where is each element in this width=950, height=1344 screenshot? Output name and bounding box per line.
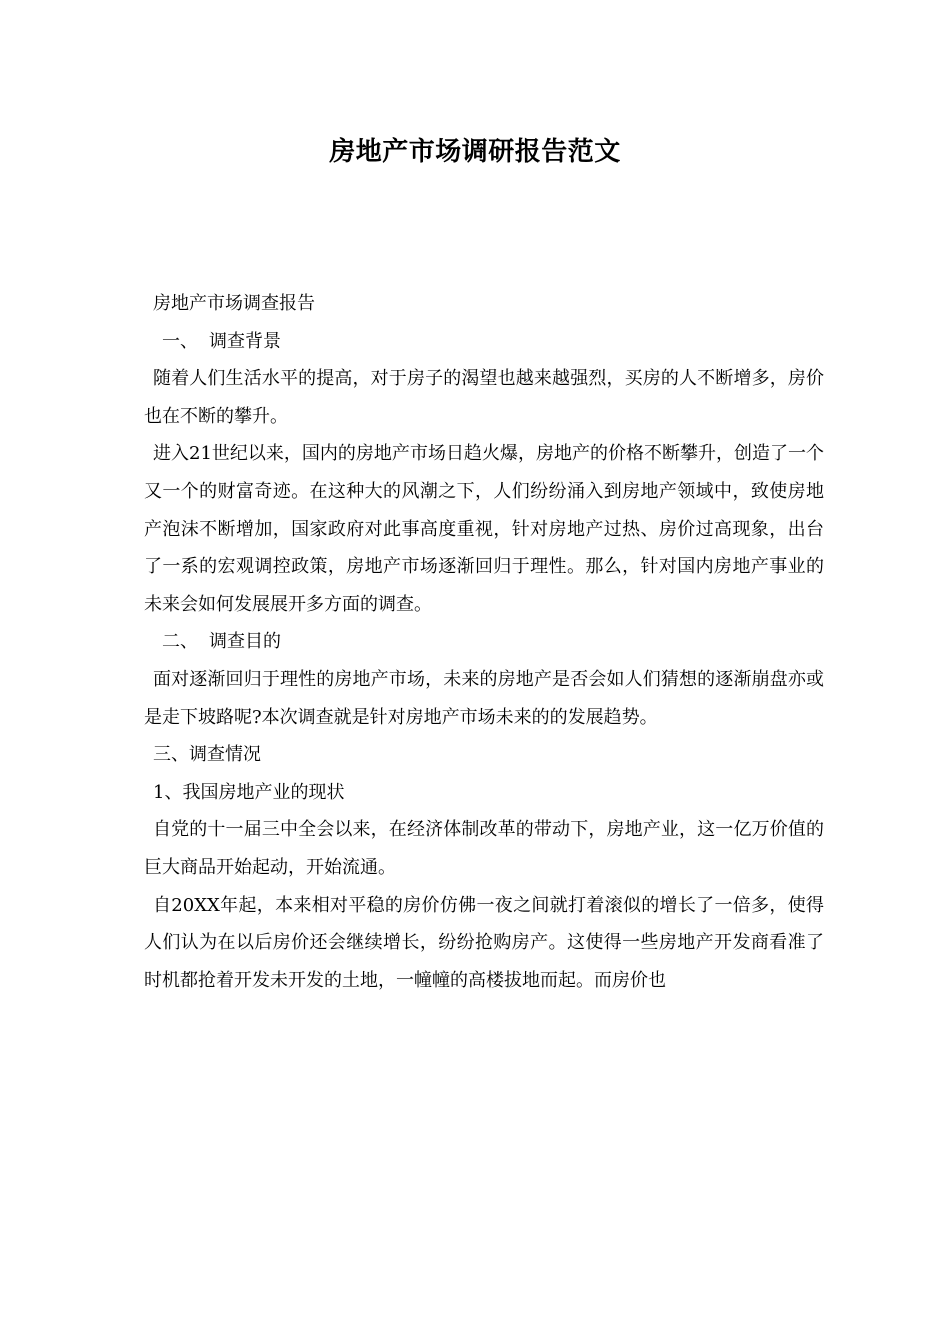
section-heading-situation: 三、调查情况 [153, 744, 261, 766]
section-title: 调查目的 [209, 631, 281, 653]
document-body [144, 285, 824, 999]
section-heading-purpose [144, 623, 824, 661]
section-title: 调查背景 [209, 330, 281, 352]
document-title: 房地产市场调研报告范文 [329, 137, 621, 167]
subsection-heading: 1、我国房地产业的现状 [153, 781, 345, 803]
paragraph: 进入21世纪以来，国内的房地产市场日趋火爆，房地产的价格不断攀升，创造了一个又一个的财富奇迹。在这种大的风潮之下，人们纷纷涌入到房地产领域中，致使房地产泡沫不断增加，国家政府对此事高度重视，针对房地产过热、房价过高现象，出台了一系的宏观调控政策，房地产市场逐渐回归于理性。那么，针对国内房地产事业的未来会如何发展展开多方面的调查。 [144, 443, 824, 615]
paragraph: 自党的十一届三中全会以来，在经济体制改革的带动下，房地产业，这一亿万价值的巨大商品开始起动，开始流通。 [144, 819, 824, 878]
section-number: 二、 [162, 631, 198, 653]
paragraph: 面对逐渐回归于理性的房地产市场，未来的房地产是否会如人们猜想的逐渐崩盘亦或是走下坡路呢?本次调查就是针对房地产市场未来的的发展趋势。 [144, 668, 824, 728]
paragraph: 自20XX年起，本来相对平稳的房价仿佛一夜之间就打着滚似的增长了一倍多，使得人们认为在以后房价还会继续增长，纷纷抢购房产。这使得一些房地产开发商看准了时机都抢着开发未开发的土地，一幢幢的高楼拔地而起。而房价也 [144, 894, 824, 991]
section-heading-background [144, 323, 824, 361]
paragraph: 随着人们生活水平的提高，对于房子的渴望也越来越强烈，买房的人不断增多，房价也在不断的攀升。 [144, 368, 824, 427]
section-number: 一、 [162, 330, 198, 352]
report-subtitle: 房地产市场调查报告 [153, 293, 315, 314]
